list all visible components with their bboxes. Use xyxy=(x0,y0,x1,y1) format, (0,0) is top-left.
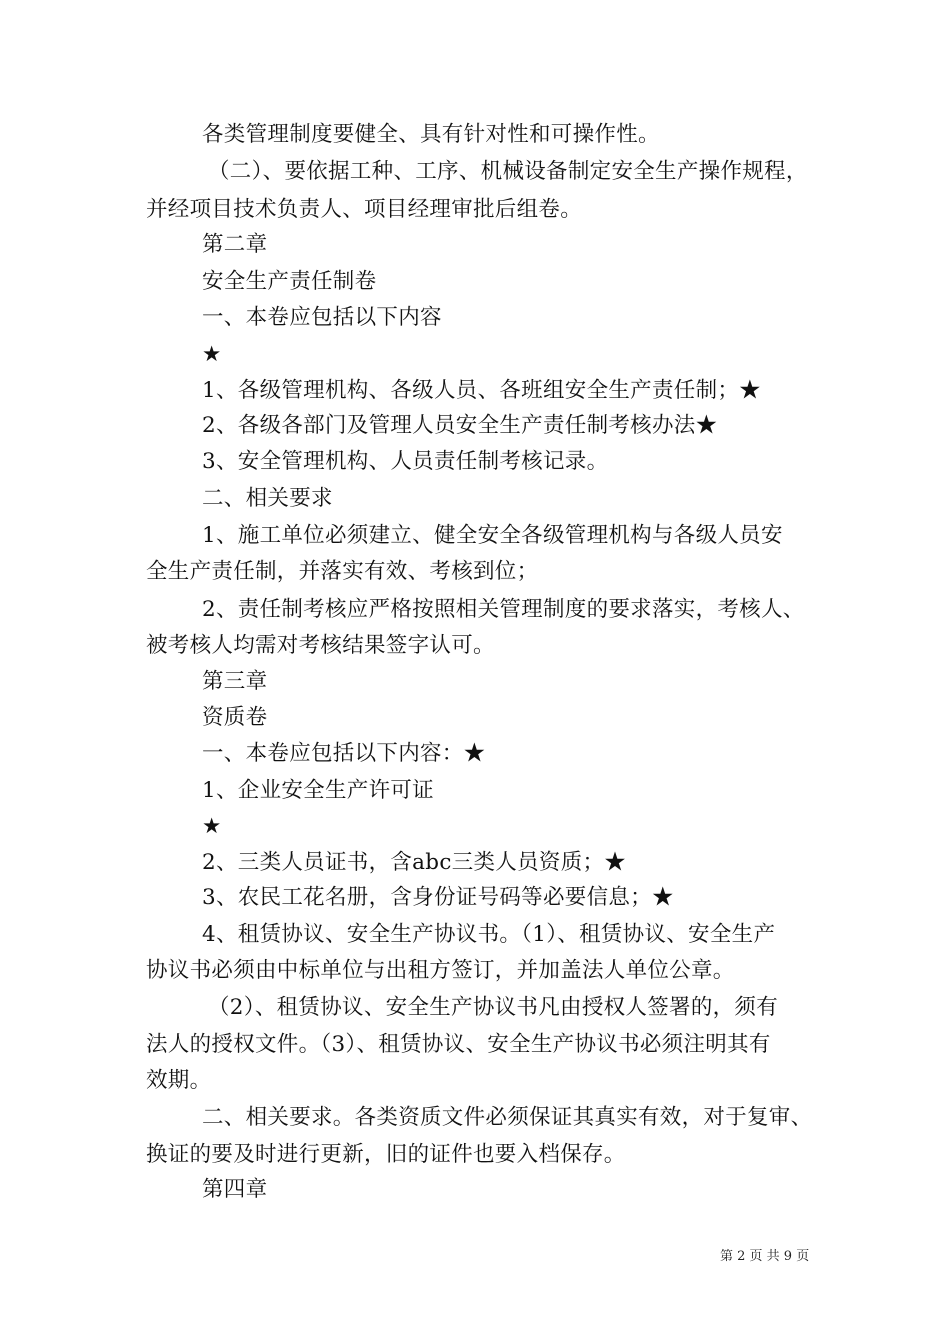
paragraph-line: 一、本卷应包括以下内容 xyxy=(202,305,442,330)
section-title: 资质卷 xyxy=(202,705,268,730)
paragraph-line: 二、相关要求。各类资质文件必须保证其真实有效，对于复审、 xyxy=(202,1105,813,1130)
list-item: 1、各级管理机构、各级人员、各班组安全生产责任制；★ xyxy=(202,378,761,403)
paragraph-line: 2、责任制考核应严格按照相关管理制度的要求落实，考核人、 xyxy=(202,597,805,622)
paragraph-line: 二、相关要求 xyxy=(202,486,333,511)
chapter-heading: 第四章 xyxy=(202,1177,268,1202)
section-title: 安全生产责任制卷 xyxy=(202,269,377,294)
paragraph-line: （二）、要依据工种、工序、机械设备制定安全生产操作规程， xyxy=(208,159,808,184)
paragraph-line: （2）、租赁协议、安全生产协议书凡由授权人签署的，须有 xyxy=(208,995,779,1020)
list-item: 2、三类人员证书，含abc三类人员资质；★ xyxy=(202,850,627,875)
list-item: 3、农民工花名册，含身份证号码等必要信息；★ xyxy=(202,885,674,910)
paragraph-line: 1、施工单位必须建立、健全安全各级管理机构与各级人员安 xyxy=(202,523,783,548)
paragraph-line: 各类管理制度要健全、具有针对性和可操作性。 xyxy=(202,122,660,147)
paragraph-line: 全生产责任制，并落实有效、考核到位； xyxy=(146,559,539,584)
list-item: 3、安全管理机构、人员责任制考核记录。 xyxy=(202,449,609,474)
star-mark: ★ xyxy=(202,814,222,839)
list-item: 4、租赁协议、安全生产协议书。（1）、租赁协议、安全生产 xyxy=(202,922,776,947)
paragraph-line: 法人的授权文件。（3）、租赁协议、安全生产协议书必须注明其有 xyxy=(146,1032,771,1057)
paragraph-line: 并经项目技术负责人、项目经理审批后组卷。 xyxy=(146,197,583,222)
star-mark: ★ xyxy=(202,342,222,367)
paragraph-line: 被考核人均需对考核结果签字认可。 xyxy=(146,633,495,658)
list-item: 2、各级各部门及管理人员安全生产责任制考核办法★ xyxy=(202,413,718,438)
paragraph-line: 效期。 xyxy=(146,1068,212,1093)
chapter-heading: 第二章 xyxy=(202,232,268,257)
chapter-heading: 第三章 xyxy=(202,669,268,694)
paragraph-line: 换证的要及时进行更新，旧的证件也要入档保存。 xyxy=(146,1142,626,1167)
paragraph-line: 协议书必须由中标单位与出租方签订，并加盖法人单位公章。 xyxy=(146,958,735,983)
page-number: 第 2 页 共 9 页 xyxy=(720,1249,810,1264)
list-item: 1、企业安全生产许可证 xyxy=(202,778,434,803)
paragraph-line: 一、本卷应包括以下内容：★ xyxy=(202,741,486,766)
